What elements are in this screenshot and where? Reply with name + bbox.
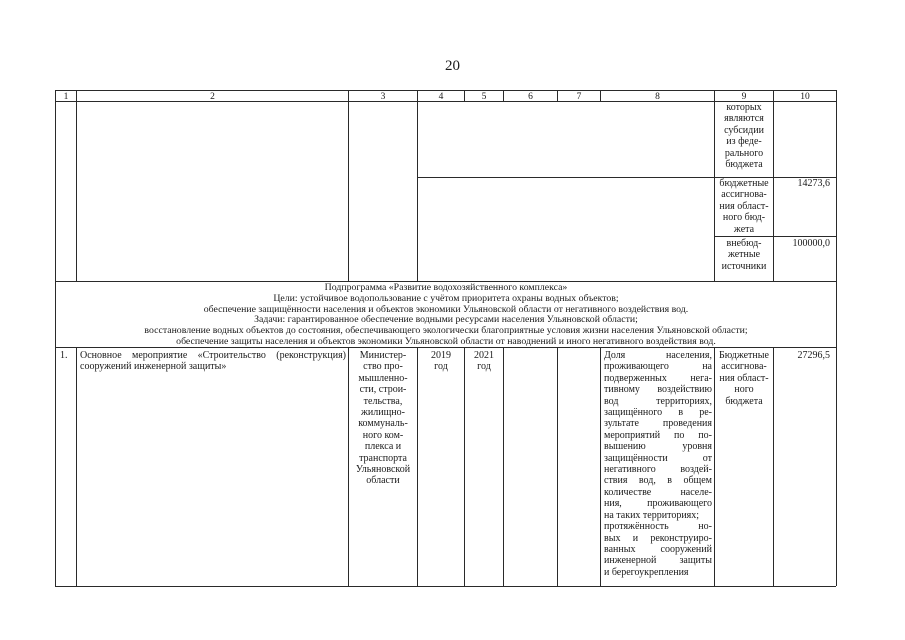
row-number: 1. [60, 350, 68, 361]
col-header: 8 [655, 92, 660, 102]
indicator-cell: Доля населения, проживающего на подверженных нега- тивному воздействию вод территориях, защищённого в ре- зультате проведения мероприятий по по- вышению уровня защищённости от негативного воздей- ствия вод, в общем количестве населе- ния, проживающего на таких территориях; протяжённость но- вых и реконструиро- ванных сооружений инженерной защиты и берегоукрепления [604, 350, 712, 578]
col-header: 5 [481, 92, 487, 102]
subprogram-title: Подпрограмма «Развитие водохозяйственного комплекса» [324, 282, 568, 293]
col-header: 10 [800, 92, 810, 102]
funding-source-cell: внебюд- жетные источники [721, 238, 767, 272]
funding-source-cell: которых являются субсидии из феде- рального бюджета [724, 102, 764, 171]
funding-source-cell: Бюджетные ассигнова- ния област- ного бюджета [719, 350, 769, 407]
col-header: 1 [63, 92, 69, 102]
amount-cell: 100000,0 [792, 238, 830, 249]
measure-name: Основное мероприятие «Строительство (реконструкция) сооружений инженерной защиты» [80, 350, 346, 373]
subprogram-block: Подпрограмма «Развитие водохозяйственного комплекса» Цели: устойчивое водопользование с учётом приоритета охраны водных объектов; обеспечение защищённости населения и объектов экономики Ульяновской области от негативного воздействия вод. Задачи: гарантированное обеспечение водными ресурсами населения Ульяновской области; восстановление водных объектов до состояния, обеспечивающего экологически благоприятные условия жизни населения Ульяновской области; обеспечение защиты населения и объектов экономики Ульяновской области от наводнений и иного негативного воздействия вод. [56, 283, 836, 348]
col-header: 9 [741, 92, 747, 102]
start-year-cell: 2019 год [431, 350, 451, 373]
end-year-cell: 2021 год [474, 350, 494, 373]
col-header: 7 [576, 92, 582, 102]
col-header: 3 [380, 92, 386, 102]
col-header: 4 [438, 92, 444, 102]
executor-cell: Министер- ство про- мышленно- сти, строи- тельства, жилищно- коммуналь- ного ком- плекса и транспорта Ульяновской области [355, 350, 411, 487]
page-number: 20 [445, 58, 460, 74]
col-header: 6 [528, 92, 533, 102]
amount-cell: 27296,5 [797, 350, 830, 361]
amount-cell: 14273,6 [797, 178, 830, 189]
col-header: 2 [210, 92, 215, 102]
funding-source-cell: бюджетные ассигнова- ния област- ного бюд- жета [719, 178, 769, 235]
